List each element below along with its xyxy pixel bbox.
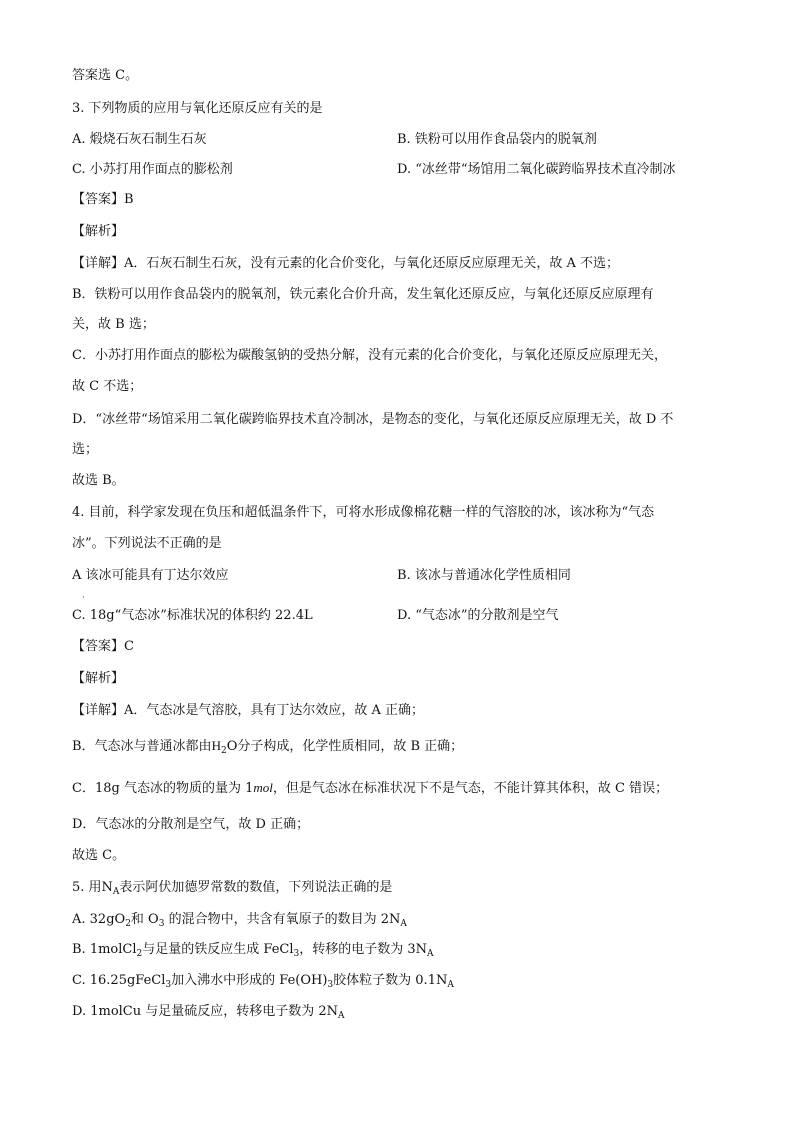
subscript: 3 <box>165 980 172 990</box>
text-segment: 5. 用 <box>72 880 102 895</box>
answer-tag: 【答案】 <box>72 192 125 207</box>
subscript: A <box>400 919 407 929</box>
text-segment: 的混合物中，共含有氧原子的数目为 2N <box>168 912 401 927</box>
text-segment: 与足量的铁反应生成 FeCl <box>142 942 294 957</box>
q4-option-d: D. “气态冰”的分散剂是空气 <box>397 608 559 623</box>
q2-conclusion: 答案选 C。 <box>72 68 139 83</box>
q3-option-c: C. 小苏打用作面点的膨松剂 <box>72 162 233 177</box>
q4-option-a: A 该冰可能具有丁达尔效应 <box>72 568 229 583</box>
text-segment: B．气态冰与普通冰都由 <box>72 739 212 754</box>
q3-option-b: B. 铁粉可以用作食品袋内的脱氧剂 <box>397 132 597 147</box>
symbol-subscript: A <box>112 887 120 897</box>
q4-answer <box>72 638 134 656</box>
q3-detail-d-line1: D．“冰丝带“场馆采用二氧化碳跨临界技术直冷制冰，是物态的变化，与氧化还原反应原理无关，故 D 不 <box>72 412 674 427</box>
q3-stem: 3. 下列物质的应用与氧化还原反应有关的是 <box>72 101 323 116</box>
q3-option-d: D. “冰丝带“场馆用二氧化碳跨临界技术直冷制冰 <box>397 162 676 177</box>
symbol-n: N <box>101 880 113 895</box>
subscript: 2 <box>136 949 143 959</box>
q3-detail-c-line2: 故 C 不选； <box>72 379 143 394</box>
q4-option-b: B. 该冰与普通冰化学性质相同 <box>397 568 571 583</box>
q4-analysis-tag: 【解析】 <box>72 671 125 686</box>
text-segment: 和 O <box>130 912 159 927</box>
q4-stem-line1: 4. 目前，科学家发现在负压和超低温条件下，可将水形成像棉花糖一样的气溶胶的冰，该冰称为“气态 <box>72 505 655 520</box>
q3-option-a: A. 煅烧石灰石制生石灰 <box>72 132 207 147</box>
q5-option-b <box>72 941 434 959</box>
q3-detail-b-line1: B．铁粉可以用作食品袋内的脱氧剂，铁元素化合价升高，发生氧化还原反应，与氧化还原反应原理有 <box>72 287 654 302</box>
text-segment: C． <box>72 781 95 796</box>
text-segment: ，转移的电子数为 3N <box>299 942 428 957</box>
q4-conclusion: 故选 C。 <box>72 848 126 863</box>
q4-detail-d: D．气态冰的分散剂是空气，故 D 正确； <box>72 817 310 832</box>
detail-tag: 【详解】 <box>72 256 125 271</box>
text-segment: ，但是气态冰在标准状况下不是气态，不能计算其体积，故 C 错误； <box>272 781 669 796</box>
q4-stem-line2: 冰”。下列说法不正确的是 <box>72 536 222 551</box>
subscript: 3 <box>327 980 334 990</box>
subscript: 2 <box>125 919 131 929</box>
detail-text: A．气态冰是气溶胶，具有丁达尔效应，故 A 正确； <box>124 703 425 718</box>
text-segment: B. 1molCl <box>72 942 137 957</box>
formula-o: O <box>226 739 238 754</box>
detail-tag: 【详解】 <box>72 703 125 718</box>
q3-analysis-tag: 【解析】 <box>72 224 125 239</box>
text-segment: D. 1molCu 与足量硫反应，转移电子数为 2N <box>72 1004 339 1019</box>
subscript: 3 <box>158 919 165 929</box>
q3-detail-c-line1: C．小苏打用作面点的膨松为碳酸氢钠的受热分解，没有元素的化合价变化，与氧化还原反应原理无关， <box>72 348 667 363</box>
subscript: 3 <box>293 949 300 959</box>
q4-detail-b <box>72 737 463 756</box>
text-segment: A. 32gO <box>72 912 126 927</box>
mole-number: 1 <box>245 781 254 796</box>
subscript: A <box>338 1011 345 1021</box>
mass-value: 18g <box>94 781 120 796</box>
text-segment: C. 16.25gFeCl <box>72 973 166 988</box>
q4-option-c: C. 18g“气态冰”标准状况的体积约 22.4L <box>72 608 313 623</box>
q5-stem <box>72 879 392 897</box>
stray-dot: · <box>82 593 85 602</box>
q4-detail-a <box>72 702 424 720</box>
text-segment: 胶体粒子数为 0.1N <box>333 973 448 988</box>
answer-value: C <box>124 639 134 654</box>
q4-detail-c <box>72 779 668 798</box>
text-segment: 分子构成，化学性质相同，故 B 正确； <box>237 739 464 754</box>
q3-detail-d-line2: 选； <box>72 442 99 457</box>
detail-text: A．石灰石制生石灰，没有元素的化合价变化，与氧化还原反应原理无关，故 A 不选； <box>124 256 620 271</box>
q3-conclusion: 故选 B。 <box>72 473 125 488</box>
q3-detail-a <box>72 255 619 273</box>
text-segment: 加入沸水中形成的 Fe(OH) <box>171 973 328 988</box>
text-segment: 气态冰的物质的量为 <box>123 781 241 796</box>
q5-option-a <box>72 911 407 929</box>
q3-detail-b-line2: 关，故 B 选； <box>72 317 155 332</box>
answer-tag: 【答案】 <box>72 639 125 654</box>
formula-h: H <box>211 738 221 753</box>
q3-answer <box>72 191 134 209</box>
answer-value: B <box>124 192 134 207</box>
subscript: A <box>427 949 434 959</box>
q5-option-c <box>72 972 454 990</box>
formula-subscript: 2 <box>220 746 227 756</box>
q5-option-d <box>72 1003 345 1021</box>
text-segment: 表示阿伏加德罗常数的数值，下列说法正确的是 <box>119 880 393 895</box>
mole-unit: mol <box>253 780 273 795</box>
subscript: A <box>447 980 454 990</box>
